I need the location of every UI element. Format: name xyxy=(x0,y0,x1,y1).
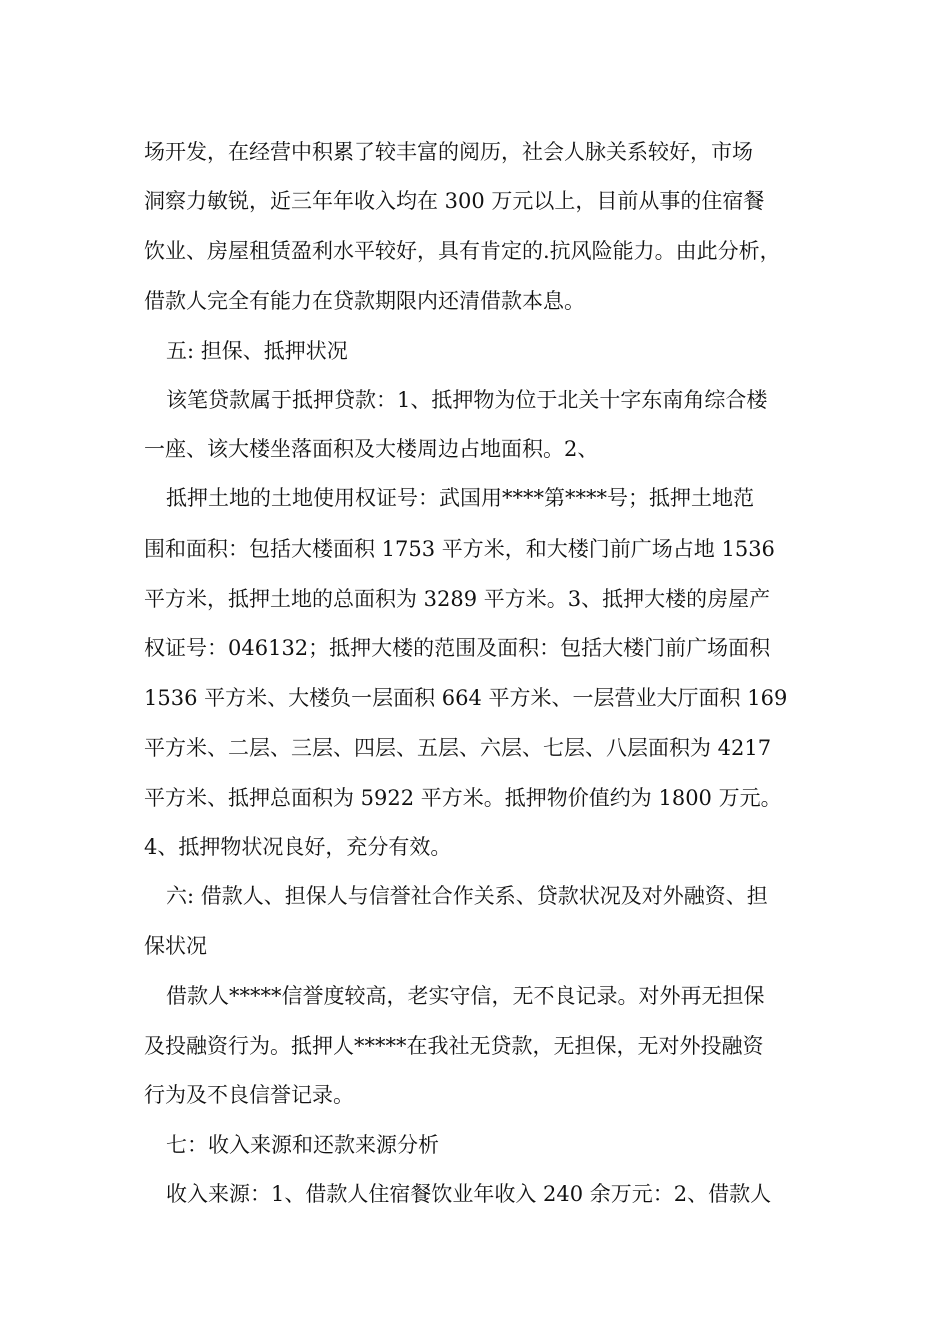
body-text-line: 该笔贷款属于抵押贷款：1、抵押物为位于北关十字东南角综合楼 xyxy=(166,388,768,412)
body-text-line: 抵押土地的土地使用权证号：武国用****第****号；抵押土地范 xyxy=(166,486,754,510)
body-text-line: 4、抵押物状况良好，充分有效。 xyxy=(144,835,452,859)
body-text-line: 权证号：046132；抵押大楼的范围及面积：包括大楼门前广场面积 xyxy=(144,636,771,660)
body-text-line: 行为及不良信誉记录。 xyxy=(144,1083,354,1107)
section-heading-5: 五: 担保、抵押状况 xyxy=(166,339,348,363)
body-text-line: 一座、该大楼坐落面积及大楼周边占地面积。2、 xyxy=(144,437,599,461)
body-text-line: 保状况 xyxy=(144,934,207,958)
body-text-line: 平方米、抵押总面积为 5922 平方米。抵押物价值约为 1800 万元。 xyxy=(144,786,782,810)
body-text-line: 平方米、二层、三层、四层、五层、六层、七层、八层面积为 4217 xyxy=(144,736,772,760)
body-text-line: 借款人完全有能力在贷款期限内还清借款本息。 xyxy=(144,289,585,313)
body-text-line: 1536 平方米、大楼负一层面积 664 平方米、一层营业大厅面积 169 xyxy=(144,686,788,710)
body-text-line: 围和面积：包括大楼面积 1753 平方米，和大楼门前广场占地 1536 xyxy=(144,537,775,561)
section-heading-6: 六: 借款人、担保人与信誉社合作关系、贷款状况及对外融资、担 xyxy=(166,884,768,908)
body-text-line: 饮业、房屋租赁盈利水平较好，具有肯定的.抗风险能力。由此分析， xyxy=(144,239,781,263)
body-text-line: 洞察力敏锐，近三年年收入均在 300 万元以上，目前从事的住宿餐 xyxy=(144,189,765,213)
body-text-line: 借款人*****信誉度较高，老实守信，无不良记录。对外再无担保 xyxy=(166,984,765,1008)
body-text-line: 场开发，在经营中积累了较丰富的阅历，社会人脉关系较好，市场 xyxy=(144,140,753,164)
body-text-line: 及投融资行为。抵押人*****在我社无贷款，无担保，无对外投融资 xyxy=(144,1034,764,1058)
body-text-line: 收入来源：1、借款人住宿餐饮业年收入 240 余万元：2、借款人 xyxy=(166,1182,772,1206)
section-heading-7: 七：收入来源和还款来源分析 xyxy=(166,1133,439,1157)
body-text-line: 平方米，抵押土地的总面积为 3289 平方米。3、抵押大楼的房屋产 xyxy=(144,587,771,611)
